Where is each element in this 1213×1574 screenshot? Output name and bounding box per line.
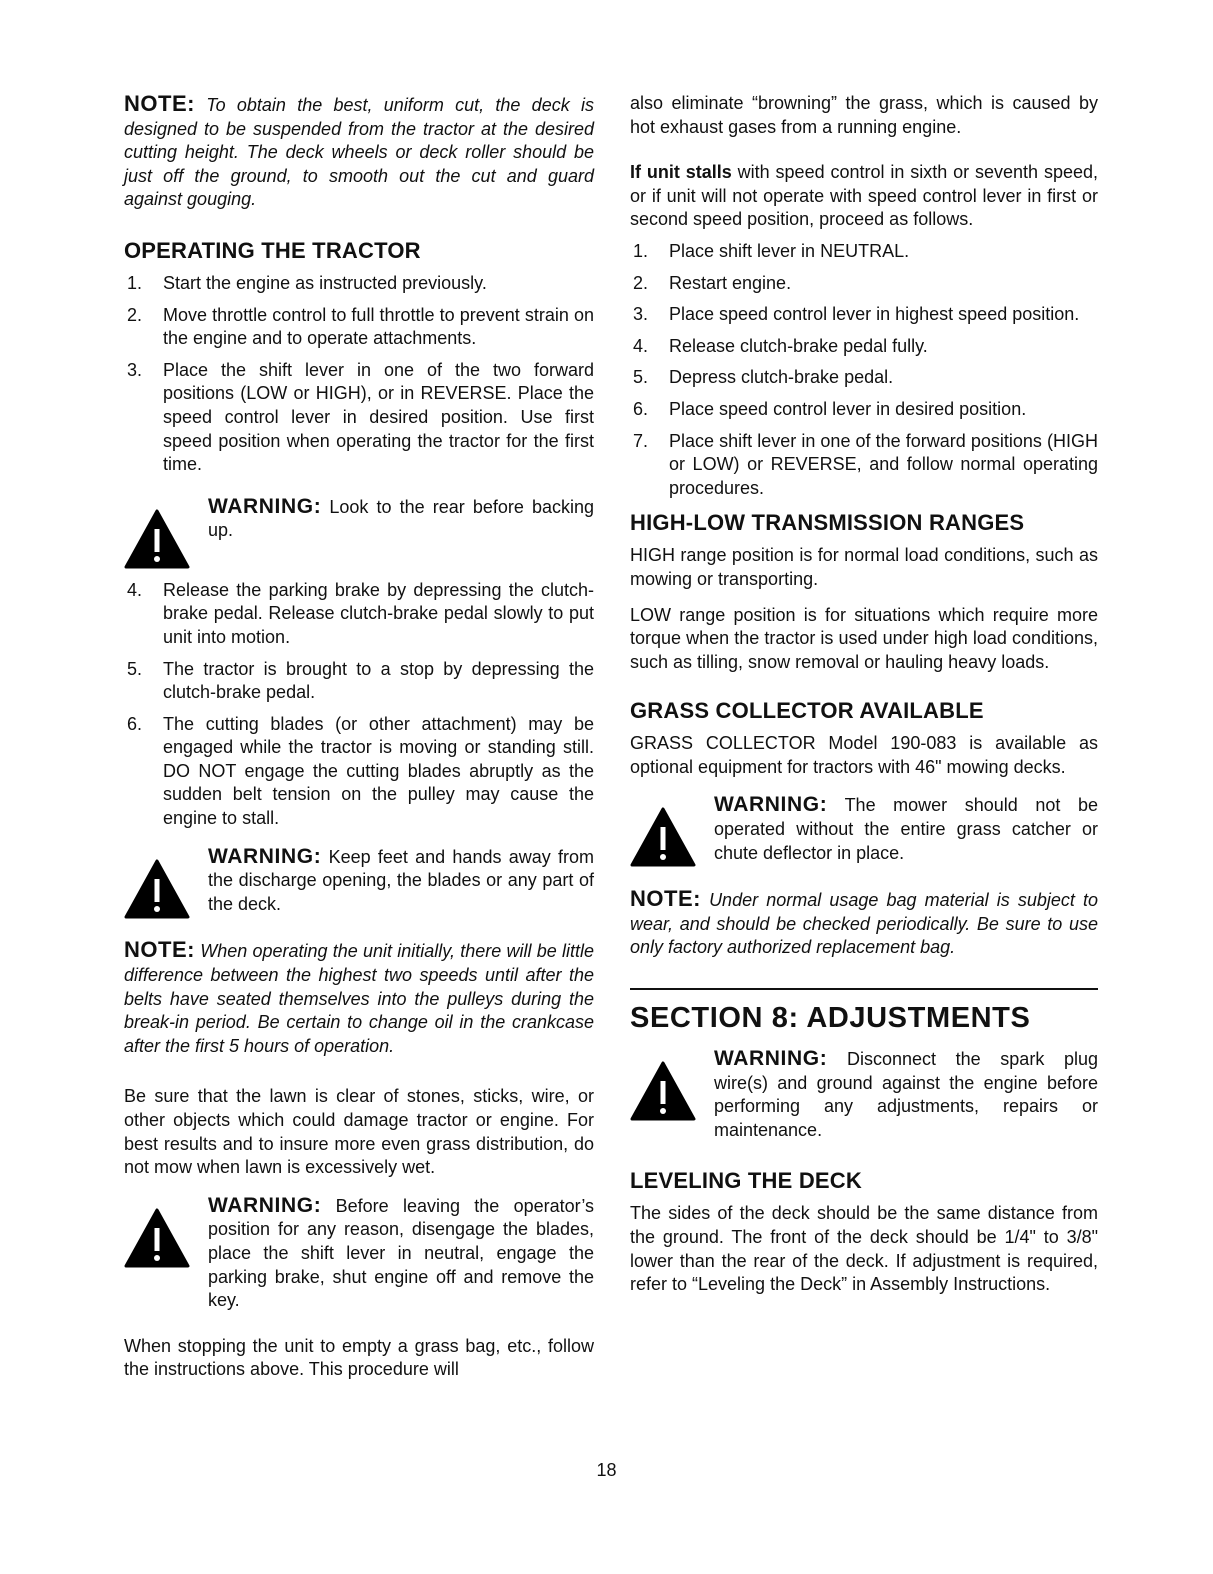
warning-triangle-icon <box>124 1208 190 1268</box>
note-deck-suspension <box>124 92 594 212</box>
warning-triangle-icon <box>630 807 696 867</box>
stall-bold-lead: If unit stalls <box>630 162 732 183</box>
warning-label: WARNING: <box>208 494 322 518</box>
warning-triangle-icon <box>124 859 190 919</box>
warning-label: WARNING: <box>714 1047 828 1071</box>
collector-paragraph: GRASS COLLECTOR Model 190-083 is available as optional equipment for tractors with 46" mowing decks. <box>630 733 1098 777</box>
list-item: 3. Place the shift lever in one of the two forward positions (LOW or HIGH), or in REVERSE. Place the speed control lever in desired position. Use first speed position when operating the tractor for the first time. <box>127 359 594 475</box>
list-item: 6. The cutting blades (or other attachment) may be engaged while the tractor is moving or standing still. DO NOT engage the cutting blades abruptly as the sudden belt tension on the pulley may cause the engine to stall. <box>127 713 594 829</box>
operating-steps-list-continued <box>124 579 594 831</box>
high-range-paragraph: HIGH range position is for normal load conditions, such as mowing or transporting. <box>630 545 1098 589</box>
warning-label: WARNING: <box>208 844 322 868</box>
list-item: 5. The tractor is brought to a stop by depressing the clutch-brake pedal. <box>127 658 594 703</box>
left-column <box>124 92 594 1382</box>
warning-block <box>124 495 594 565</box>
warning-block <box>124 845 594 917</box>
list-item: 4. Release clutch-brake pedal fully. <box>633 335 928 356</box>
leveling-paragraph: The sides of the deck should be the same distance from the ground. The front of the deck should be 1/4" to 3/8" lower than the rear of the deck. If adjustment is required, refer to “Leveling the Deck” in Assembly Instructions. <box>630 1203 1098 1295</box>
note-break-in <box>124 938 594 1058</box>
heading-grass-collector: GRASS COLLECTOR AVAILABLE <box>630 698 984 724</box>
heading-leveling-deck: LEVELING THE DECK <box>630 1168 862 1194</box>
warning-text: Disconnect the spark plug wire(s) and ground against the engine before performing any adjustments, repairs or maintenance. <box>714 1049 1098 1140</box>
warning-block <box>630 793 1098 865</box>
warning-text: Look to the rear before backing up. <box>208 496 594 541</box>
warning-block <box>630 1047 1098 1142</box>
warning-text: Keep feet and hands away from the discharge opening, the blades or any part of the deck. <box>208 846 594 914</box>
note-label: NOTE: <box>124 937 195 963</box>
section-divider <box>630 988 1098 990</box>
warning-triangle-icon <box>630 1061 696 1121</box>
list-item: 4. Release the parking brake by depressing the clutch-brake pedal. Release clutch-brake pedal slowly to put unit into motion. <box>127 579 594 647</box>
warning-block <box>124 1194 594 1313</box>
lawn-paragraph: Be sure that the lawn is clear of stones, sticks, wire, or other objects which could damage tractor or engine. For best results and to insure more even grass distribution, do not mow when lawn is excessively wet. <box>124 1086 594 1178</box>
warning-text: Before leaving the operator’s position for any reason, disengage the blades, place the shift lever in neutral, engage the parking brake, shut engine off and remove the key. <box>208 1195 594 1311</box>
heading-high-low-ranges: HIGH-LOW TRANSMISSION RANGES <box>630 510 1025 536</box>
stall-paragraph: If unit stalls with speed control in sixth or seventh speed, or if unit will not operate with speed control lever in first or second speed position, proceed as follows. <box>630 162 1098 230</box>
page-number: 18 <box>596 1460 617 1480</box>
note-text: When operating the unit initially, there will be little difference between the highest two speeds until after the belts have seated themselves into the pulleys during the break-in period. Be certain to change oil in the crankcase after the first 5 hours of operation. <box>124 941 594 1056</box>
note-label: NOTE: <box>630 886 701 912</box>
browning-paragraph: also eliminate “browning” the grass, which is caused by hot exhaust gases from a running engine. <box>630 93 1098 137</box>
list-item: 5. Depress clutch-brake pedal. <box>633 367 894 388</box>
list-item: 1. Start the engine as instructed previously. <box>127 272 487 293</box>
list-item: 3. Place speed control lever in highest speed position. <box>633 304 1080 325</box>
right-column <box>630 92 1098 1297</box>
note-text: To obtain the best, uniform cut, the deck is designed to be suspended from the tractor at the desired cutting height. The deck wheels or deck roller should be just off the ground, to smooth out the cut and guard against gouging. <box>124 95 594 210</box>
warning-label: WARNING: <box>208 1193 322 1217</box>
operating-steps-list <box>124 272 594 477</box>
list-item: 2. Move throttle control to full throttle to prevent strain on the engine and to operate attachments. <box>127 304 594 349</box>
warning-text: The mower should not be operated without the entire grass catcher or chute deflector in place. <box>714 795 1098 863</box>
stall-steps-list <box>630 240 1098 500</box>
list-item: 1. Place shift lever in NEUTRAL. <box>633 240 910 261</box>
low-range-paragraph: LOW range position is for situations which require more torque when the tractor is used under high load conditions, such as tilling, snow removal or hauling heavy loads. <box>630 604 1098 672</box>
list-item: 2. Restart engine. <box>633 272 792 293</box>
stopping-paragraph: When stopping the unit to empty a grass bag, etc., follow the instructions above. This procedure will <box>124 1335 594 1380</box>
heading-operating-tractor: OPERATING THE TRACTOR <box>124 237 421 263</box>
warning-triangle-icon <box>124 509 190 569</box>
list-item: 7. Place shift lever in one of the forward positions (HIGH or LOW) or REVERSE, and follow normal operating procedures. <box>633 430 1098 498</box>
note-bag-material <box>630 887 1098 960</box>
list-item: 6. Place speed control lever in desired position. <box>633 398 1027 419</box>
note-label: NOTE: <box>124 91 195 116</box>
warning-label: WARNING: <box>714 793 828 817</box>
section-title: SECTION 8: ADJUSTMENTS <box>630 1002 1031 1035</box>
note-text: Under normal usage bag material is subject to wear, and should be checked periodically. Be sure to use only factory authorized replacement bag. <box>630 890 1098 958</box>
